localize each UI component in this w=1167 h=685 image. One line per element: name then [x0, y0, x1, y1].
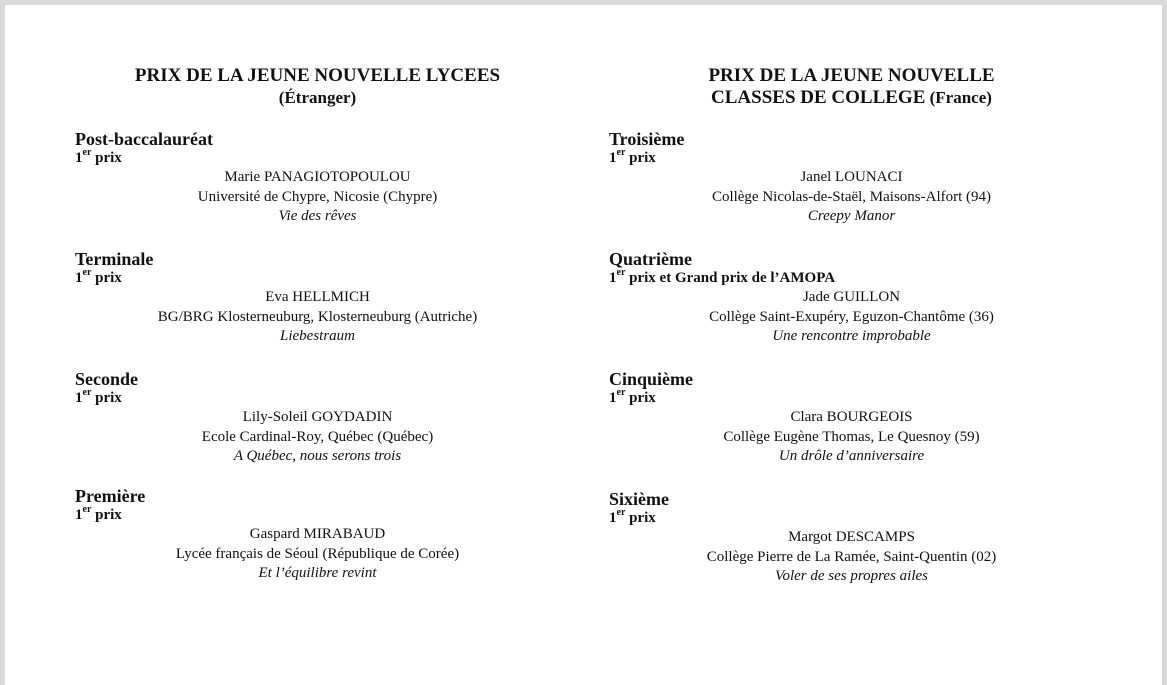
prize-label: 1er prix	[75, 504, 122, 523]
right-section-sixieme	[609, 490, 1094, 587]
section-heading: Première	[75, 486, 146, 506]
section-heading: Post-baccalauréat	[75, 129, 213, 149]
winner-name: Marie PANAGIOTOPOULOU	[224, 169, 411, 185]
winner-name: Gaspard MIRABAUD	[249, 526, 386, 542]
winner-entry	[609, 408, 1094, 467]
right-title-line1: PRIX DE LA JEUNE NOUVELLE	[708, 65, 995, 86]
winner-work-title: Une rencontre improbable	[772, 328, 931, 344]
right-title-line2: CLASSES DE COLLEGE (France)	[711, 87, 992, 108]
document-page	[5, 5, 1162, 685]
winner-work-title: A Québec, nous serons trois	[233, 448, 402, 464]
winner-school: Collège Pierre de La Ramée, Saint-Quentin (02)	[706, 548, 997, 565]
winner-work-title: Et l’équilibre revint	[258, 565, 377, 581]
section-heading: Terminale	[75, 249, 154, 269]
winner-name: Jade GUILLON	[802, 289, 901, 305]
winner-name: Margot DESCAMPS	[788, 529, 915, 545]
winner-name: Clara BOURGEOIS	[790, 409, 913, 425]
section-heading: Cinquième	[609, 369, 694, 389]
winner-school: Collège Saint-Exupéry, Eguzon-Chantôme (36)	[709, 308, 994, 325]
winner-school: BG/BRG Klosterneuburg, Klosterneuburg (Autriche)	[157, 308, 478, 325]
left-section-terminale	[75, 250, 560, 347]
winner-school: Ecole Cardinal-Roy, Québec (Québec)	[201, 428, 434, 445]
right-section-troisieme	[609, 130, 1094, 227]
section-heading: Troisième	[609, 129, 685, 149]
right-column-title	[609, 65, 1094, 109]
winner-work-title: Creepy Manor	[807, 208, 896, 224]
prize-label: 1er prix	[75, 147, 122, 166]
winner-entry	[609, 528, 1094, 587]
winner-work-title: Vie des rêves	[278, 208, 357, 224]
right-section-cinquieme	[609, 370, 1094, 467]
winner-entry	[75, 288, 560, 347]
prize-label: 1er prix	[75, 267, 122, 286]
winner-school: Collège Eugène Thomas, Le Quesnoy (59)	[723, 428, 980, 445]
left-section-seconde	[75, 370, 560, 467]
section-heading: Seconde	[75, 369, 138, 389]
left-column-title	[75, 65, 560, 109]
winner-work-title: Liebestraum	[280, 328, 355, 344]
winner-school: Université de Chypre, Nicosie (Chypre)	[197, 188, 438, 205]
section-heading: Sixième	[609, 489, 669, 509]
winner-work-title: Un drôle d’anniversaire	[778, 448, 925, 464]
winner-name: Janel LOUNACI	[800, 169, 903, 185]
winner-work-title: Voler de ses propres ailes	[774, 568, 929, 584]
winner-entry	[609, 168, 1094, 227]
prize-label: 1er prix	[609, 507, 656, 526]
winner-entry	[75, 408, 560, 467]
prize-label: 1er prix et Grand prix de l’AMOPA	[609, 267, 836, 286]
left-section-premiere	[75, 487, 560, 584]
section-heading: Quatrième	[609, 249, 692, 269]
left-title-line1: PRIX DE LA JEUNE NOUVELLE LYCEES	[134, 65, 501, 86]
winner-name: Lily-Soleil GOYDADIN	[242, 409, 393, 425]
winner-school: Lycée français de Séoul (République de Corée)	[175, 545, 460, 562]
winner-entry	[609, 288, 1094, 347]
winner-name: Eva HELLMICH	[265, 289, 370, 305]
prize-label: 1er prix	[75, 387, 122, 406]
winner-entry	[75, 525, 560, 584]
prize-label: 1er prix	[609, 387, 656, 406]
winner-school: Collège Nicolas-de-Staël, Maisons-Alfort (94)	[711, 188, 992, 205]
prize-label: 1er prix	[609, 147, 656, 166]
winner-entry	[75, 168, 560, 227]
left-section-post-bac	[75, 130, 560, 227]
right-section-quatrieme	[609, 250, 1094, 347]
left-title-line2: (Étranger)	[278, 88, 357, 107]
